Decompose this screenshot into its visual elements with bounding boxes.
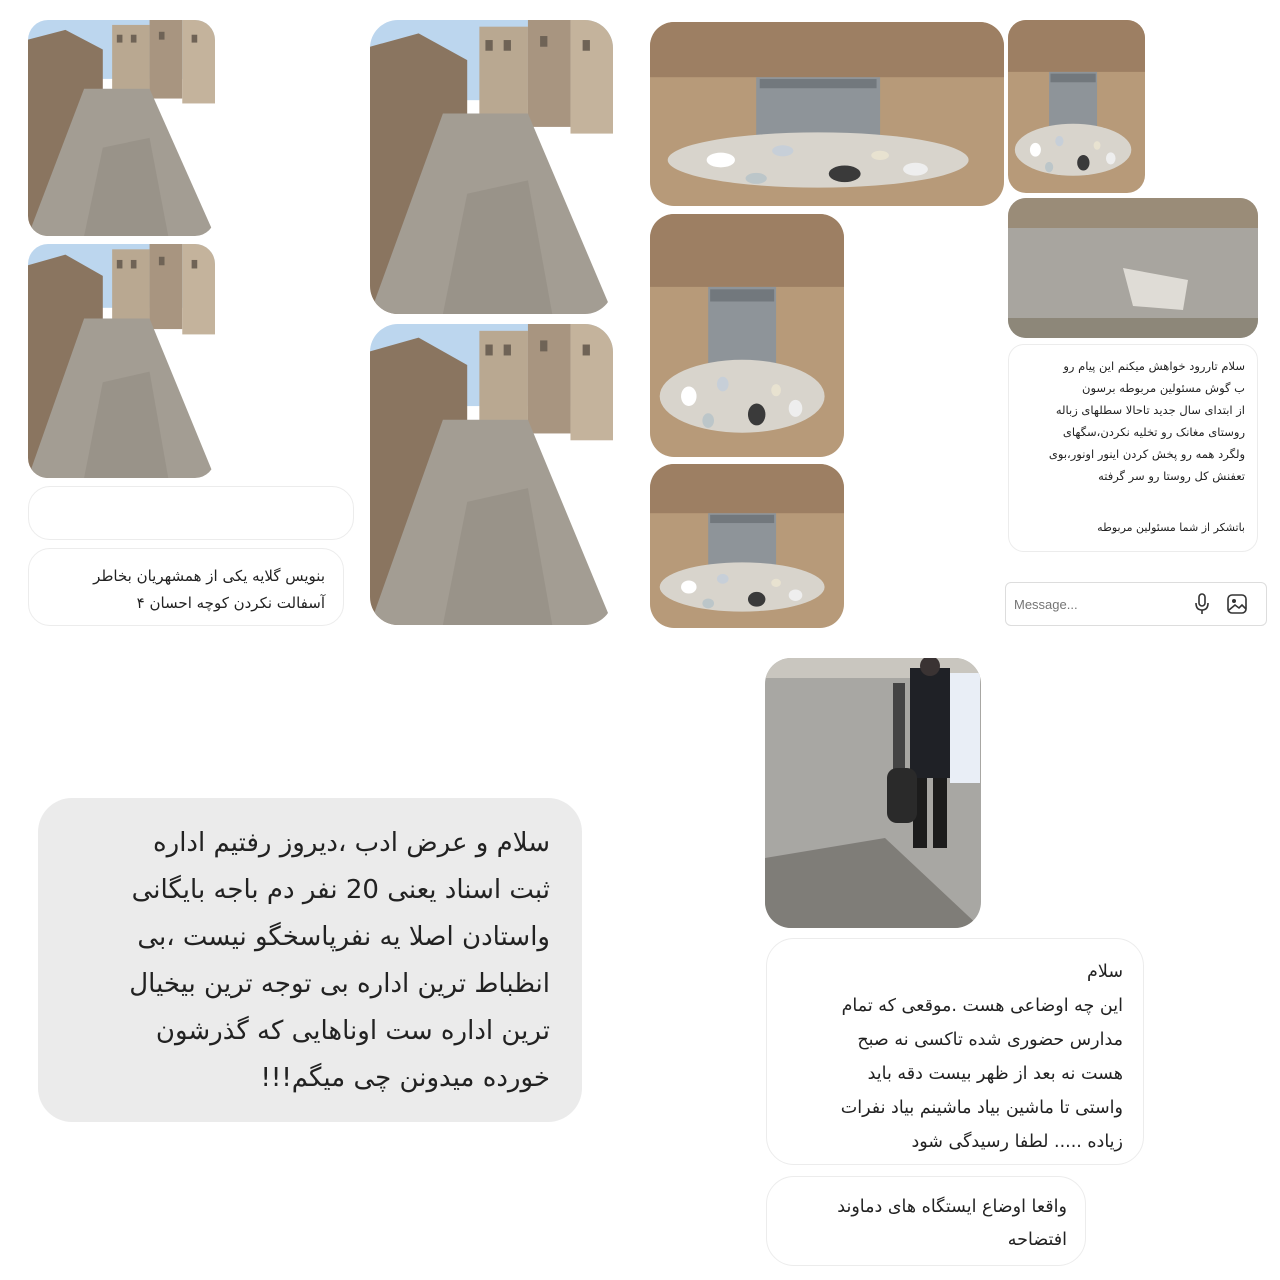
message-line: تعفنش کل روستا رو سر گرفته — [1098, 469, 1245, 483]
message-line: واستی تا ماشین بیاد ماشینم بیاد نفرات — [840, 1098, 1123, 1118]
message-line: سلام تاررود خواهش میکنم این پیام رو — [1063, 359, 1245, 373]
alley-photo-2 — [28, 244, 215, 478]
message-line: خورده میدونن چی میگم!!! — [260, 1063, 550, 1093]
thanks-line: باتشکر از شما مسئولین مربوطه — [1097, 521, 1245, 534]
message-line: سلام — [1087, 962, 1123, 982]
message-composer[interactable] — [1005, 582, 1267, 626]
empty-message-bubble — [28, 486, 354, 540]
message-line: ب گوش مسئولین مربوطه برسون — [1082, 381, 1245, 395]
message-line: ترین اداره ست اوناهایی که گذرشون — [155, 1016, 550, 1046]
office-complaint-bubble — [38, 798, 582, 1122]
message-line: آسفالت نکردن کوچه احسان ۴ — [136, 594, 325, 612]
message-line: ثبت اسناد یعنی 20 نفر دم باجه بایگانی — [131, 875, 550, 905]
street-photo — [1008, 198, 1258, 338]
garbage-photo-3 — [650, 464, 844, 628]
taxi-station-photo — [765, 658, 981, 928]
message-line: واستادن اصلا یه نفرپاسخگو نیست ،بی — [137, 922, 550, 952]
garbage-photo-small — [1008, 20, 1145, 193]
alley-photo-4 — [370, 324, 613, 625]
image-gallery-icon[interactable] — [1226, 593, 1248, 615]
message-line: انظباط ترین اداره بی توجه ترین بیخیال — [129, 969, 550, 999]
alley-complaint-bubble — [28, 548, 344, 626]
microphone-icon[interactable] — [1194, 593, 1210, 615]
message-line: هست نه بعد از ظهر بیست دقه باید — [867, 1064, 1123, 1084]
taxi-complaint-bubble — [766, 938, 1144, 1165]
garbage-message-bubble — [1008, 344, 1258, 552]
message-line: سلام و عرض ادب ،دیروز رفتیم اداره — [153, 828, 550, 858]
garbage-photo-2 — [650, 214, 844, 457]
message-line: از ابتدای سال جدید تاحالا سطلهای زباله — [1055, 403, 1245, 417]
message-line: افتضاحه — [1007, 1230, 1067, 1250]
message-line: روستای مغانک رو تخلیه نکردن،سگهای — [1062, 425, 1245, 439]
message-line: زیاده ..... لطفا رسیدگی شود — [911, 1132, 1123, 1152]
garbage-bins-photo — [650, 22, 1004, 206]
station-complaint-bubble — [766, 1176, 1086, 1266]
message-line: بنویس گلایه یکی از همشهریان بخاطر — [93, 567, 325, 585]
message-line: واقعا اوضاع ایستگاه های دماوند — [837, 1197, 1067, 1217]
message-line: ولگرد همه رو پخش کردن اینور اونور،بوی — [1048, 447, 1245, 461]
message-input[interactable] — [1012, 593, 1186, 615]
message-line: مدارس حضوری شده تاکسی نه صبح — [857, 1030, 1123, 1050]
message-line: این چه اوضاعی هست .موقعی که تمام — [841, 996, 1123, 1016]
alley-photo-3 — [370, 20, 613, 314]
alley-photo-1 — [28, 20, 215, 236]
